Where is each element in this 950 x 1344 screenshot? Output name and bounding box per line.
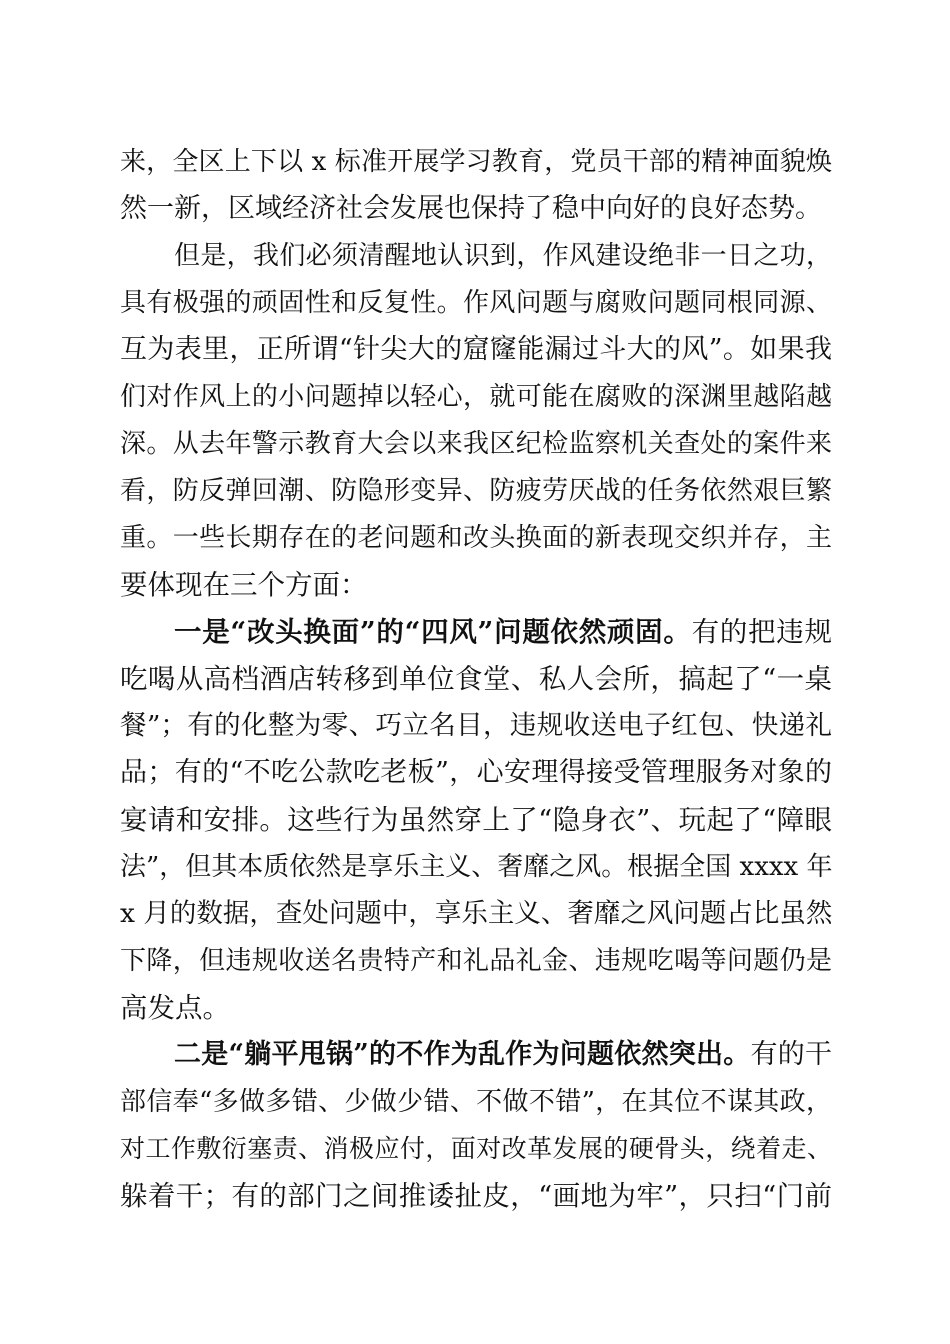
line-text: 部信奉“多做多错、少做少错、不做不错”，在其位不谋其政， [120,1087,832,1117]
text-line-17 [120,894,832,934]
line-text: 吃喝从高档酒店转移到单位食堂、私人会所，搞起了“一桌 [120,663,832,695]
text-line-7 [120,424,832,464]
text-line-4 [120,283,832,323]
line-text: 有的把违规 [691,616,832,648]
line-text: 互为表里，正所谓“针尖大的窟窿能漏过斗大的风”。如果我 [120,334,832,365]
text-line-16 [120,847,832,887]
text-line-5 [120,330,832,370]
line-text: 品；有的“不吃公款吃老板”，心安理得接受管理服务对象的 [120,757,832,788]
line-text: 然一新，区域经济社会发展也保持了稳中向好的良好态势。 [120,193,822,224]
text-line-3 [174,236,832,276]
text-line-20 [174,1035,832,1075]
text-line-15 [120,800,832,840]
line-text: 来，全区上下以 x 标准开展学习教育，党员干部的精神面貌焕 [120,147,832,177]
text-line-1 [120,142,832,182]
text-line-13 [120,706,832,746]
text-line-6 [120,377,832,417]
text-line-10 [120,565,832,605]
paragraph-lead: 二是“躺平甩锅”的不作为乱作为问题依然突出。 [174,1039,751,1070]
line-text: 重。一些长期存在的老问题和改头换面的新表现交织并存，主 [120,523,832,553]
line-text: 看，防反弹回潮、防隐形变异、防疲劳厌战的任务依然艰巨繁 [120,476,832,506]
line-text: 下降，但违规收送名贵特产和礼品礼金、违规吃喝等问题仍是 [120,946,832,976]
text-line-12 [120,659,832,699]
line-text: 有的干 [750,1039,833,1070]
line-text: 宴请和安排。这些行为虽然穿上了“隐身衣”、玩起了“障眼 [120,804,832,836]
line-text: 们对作风上的小问题掉以轻心，就可能在腐败的深渊里越陷越 [120,382,832,412]
line-text: 躲着干；有的部门之间推诿扯皮，“画地为牢”，只扫“门前 [120,1180,832,1212]
line-text: 深。从去年警示教育大会以来我区纪检监察机关查处的案件来 [120,429,832,459]
line-text: x 月的数据，查处问题中，享乐主义、奢靡之风问题占比虽然 [120,898,833,929]
line-text: 但是，我们必须清醒地认识到，作风建设绝非一日之功， [174,241,832,271]
text-line-9 [120,518,832,558]
text-line-8 [120,471,832,511]
paragraph-lead: 一是“改头换面”的“四风”问题依然顽固。 [174,616,692,648]
text-line-11 [174,612,832,652]
text-line-19 [120,988,832,1028]
text-line-2 [120,189,832,229]
line-text: 法”，但其本质依然是享乐主义、奢靡之风。根据全国 xxxx 年 [120,852,833,882]
text-line-18 [120,941,832,981]
line-text: 高发点。 [120,992,230,1024]
line-text: 对工作敷衍塞责、消极应付，面对改革发展的硬骨头，绕着走、 [120,1134,832,1163]
text-line-22 [120,1129,832,1169]
text-line-14 [120,753,832,793]
line-text: 餐”；有的化整为零、巧立名目，违规收送电子红包、快递礼 [120,710,832,741]
line-text: 要体现在三个方面： [120,569,368,601]
line-text: 具有极强的顽固性和反复性。作风问题与腐败问题同根同源、 [120,288,832,318]
text-line-23 [120,1176,832,1216]
text-line-21 [120,1082,832,1122]
